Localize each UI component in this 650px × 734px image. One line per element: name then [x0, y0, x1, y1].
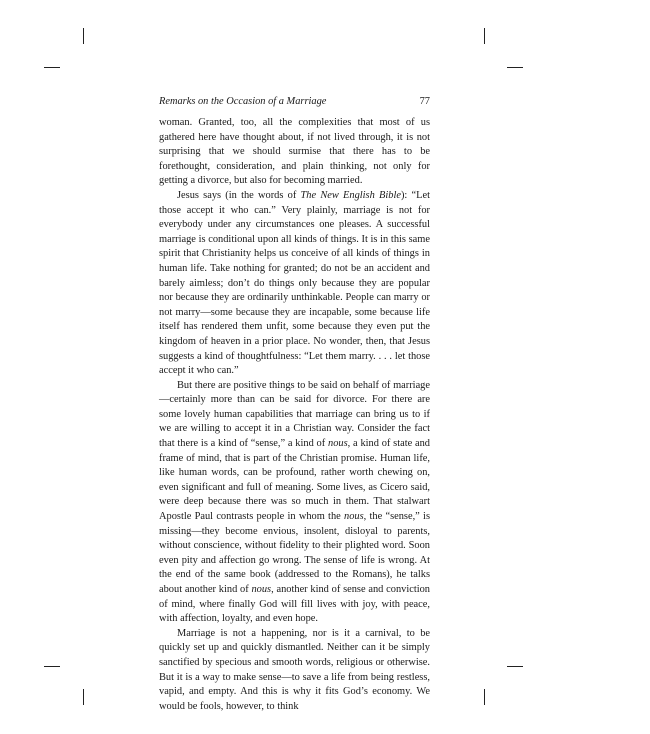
paragraph-3	[159, 379, 430, 627]
paragraph-1-text: woman. Granted, too, all the complexities that most of us gathered here have thought about, if not lived through, it is not surprising that we should surmise that there has to be forethought, consideration, and plain thinking, not only for getting a divorce, but also for becoming married.	[159, 117, 430, 187]
paragraph-4-text: Marriage is not a happening, nor is it a carnival, to be quickly set up and quickly dismantled. Neither can it be simply sanctified by specious and smooth words, religious or otherwise. But it is a way to make sense—to save a life from being restless, vapid, and empty. And this is why it fits God’s economy. We would be fools, however, to think	[159, 627, 430, 712]
running-head: Remarks on the Occasion of a Marriage	[159, 96, 327, 107]
paragraph-4	[159, 627, 430, 715]
crop-mark-bottom-right-vertical	[484, 689, 485, 705]
paragraph-3-text-c: , the “sense,” is missing—they become envious, insolent, disloyal to parents, without conscience, without fidelity to their plighted word. Soon even pity and affection go wrong. The sense of life is wrong. At the end of the same book (addressed to the Romans), he talks about another kind of	[159, 511, 430, 595]
paragraph-2-text-b: ): “Let those accept it who can.” Very plainly, marriage is not for everybody under any circumstances one pleases. A successful marriage is conditional upon all kinds of things. It is in this same spirit that Christianity helps us conceive of all kinds of things in human life. Take nothing for granted; do not be an accident and barely aimless; don’t do things only because they are popular nor because they are ordinarily unthinkable. People can marry or not marry—some because they are incapable, some because life itself has rendered them unfit, some because they even put the kingdom of heaven in a prior place. No wonder, then, that Jesus suggests a kind of thoughtfulness: “Let them marry. . . . let those accept it who can.”	[159, 189, 430, 377]
crop-mark-top-right-horizontal	[507, 67, 523, 68]
paragraph-2-text-a: Jesus says (in the words of	[177, 189, 301, 201]
term-nous: nous	[251, 584, 272, 595]
crop-mark-bottom-left-horizontal	[44, 666, 60, 667]
book-title: The New English Bible	[300, 189, 401, 201]
paragraph-3-text-b: , a kind of state and frame of mind, that is part of the Christian promise. Human life, like human words, can be profound, rather worth chewing on, even significant and full of meaning. Some lives, as Cicero said, were deep because there was so much in them. That stalwart Apostle Paul contrasts people in whom the	[159, 438, 430, 523]
term-nous: nous	[344, 511, 364, 523]
page-number: 77	[419, 96, 430, 107]
crop-mark-top-left-vertical	[83, 28, 84, 44]
paragraph-2	[159, 189, 430, 379]
crop-mark-bottom-left-vertical	[83, 689, 84, 705]
crop-mark-bottom-right-horizontal	[507, 666, 523, 667]
page-header	[159, 96, 430, 112]
body-text	[159, 116, 430, 714]
paragraph-3-text-a: But there are positive things to be said on behalf of marriage—certainly more than can be said for divorce. For there are some lovely human capabilities that marriage can bring us to if we are willing to accept it in a Christian way. Consider the fact that there is a kind of “sense,” a kind of	[159, 379, 430, 450]
paragraph-3-text-d: , another kind of sense and conviction of mind, where finally God will fill lives with joy, with peace, with affection, loyalty, and even hope.	[159, 584, 430, 625]
paragraph-1	[159, 116, 430, 189]
crop-mark-top-left-horizontal	[44, 67, 60, 68]
term-nous: nous	[328, 438, 348, 450]
crop-mark-top-right-vertical	[484, 28, 485, 44]
